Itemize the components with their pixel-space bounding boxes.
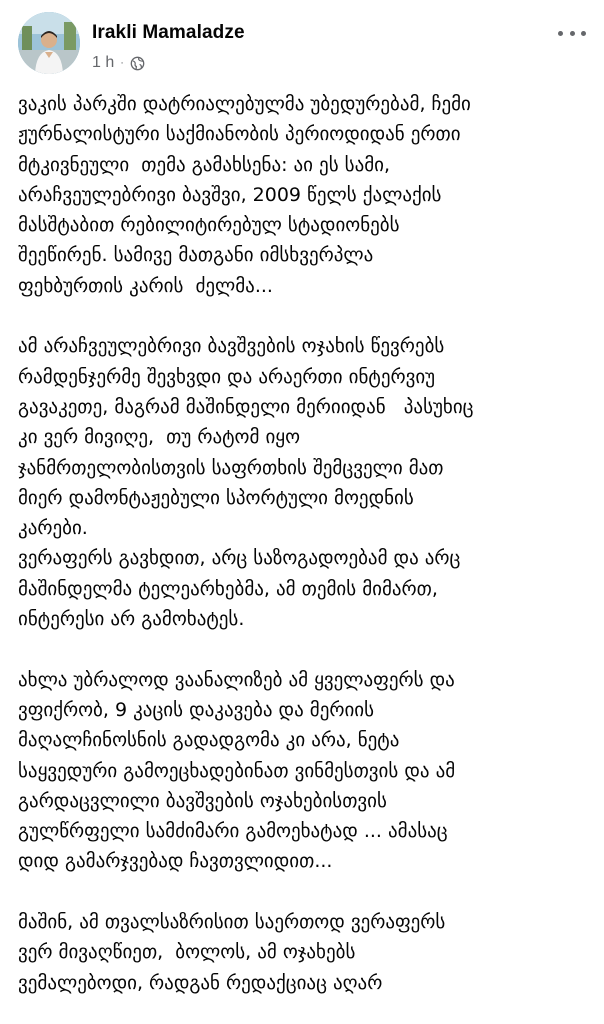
paragraph-gap bbox=[18, 634, 592, 664]
globe-icon[interactable] bbox=[130, 56, 145, 71]
paragraph-gap bbox=[18, 877, 592, 907]
text-line: მასშტაბით რებილიტირებულ სტადიონებს bbox=[18, 214, 400, 237]
more-dot bbox=[558, 31, 563, 36]
text-line: არაჩვეულებრივი ბავშვი, 2009 წელს ქალაქის bbox=[18, 183, 442, 206]
text-line: საყვედური გამოეცხადებინათ ვინმესთვის და ამ bbox=[18, 759, 456, 782]
text-line: ჯანმრთელობისთვის საფრთხის შემცველი მათ bbox=[18, 456, 444, 479]
more-dot bbox=[581, 31, 586, 36]
author-avatar[interactable] bbox=[18, 12, 80, 74]
text-line: ვერ მივაღწიეთ, ბოლოს, ამ ოჯახებს bbox=[18, 941, 356, 964]
paragraph-gap bbox=[18, 301, 592, 331]
text-line: გარდაცვლილი ბავშვების ოჯახებისთვის bbox=[18, 789, 387, 812]
post-body bbox=[18, 89, 592, 998]
paragraph-1 bbox=[18, 89, 592, 301]
text-line: მტკივნეული თემა გამახსენა: აი ეს სამი, bbox=[18, 153, 391, 176]
text-line: ვაკის პარკში დატრიალებულმა უბედურებამ, ჩემი bbox=[18, 93, 471, 115]
post-header bbox=[18, 12, 586, 76]
more-options-icon[interactable] bbox=[558, 26, 586, 40]
paragraph-2 bbox=[18, 331, 592, 634]
text-line: ვემალებოდი, რადგან რედაქციაც აღარ bbox=[18, 971, 383, 994]
more-dot bbox=[570, 31, 575, 36]
text-line: მაშინ, ამ თვალსაზრისით საერთოდ ვერაფერს bbox=[18, 911, 446, 934]
text-line: შეეწირენ. სამივე მათგანი იმსხვერპლა bbox=[18, 244, 374, 267]
text-line: მიერ დამონტაჟებული სპორტული მოედნის bbox=[18, 486, 414, 509]
author-name[interactable]: Irakli Mamaladze bbox=[92, 22, 245, 43]
post-timestamp[interactable]: 1 h bbox=[92, 54, 115, 71]
paragraph-3 bbox=[18, 665, 592, 877]
text-line: ვერაფერს გავხდით, არც საზოგადოებამ და არც bbox=[18, 547, 461, 570]
text-line: ჟურნალისტური საქმიანობის პერიოდიდან ერთი bbox=[18, 123, 461, 146]
text-line: გავაკეთე, მაგრამ მაშინდელი მერიიდან პასუხიც bbox=[18, 395, 474, 418]
meta-separator: · bbox=[120, 57, 124, 69]
text-line: რამდენჯერმე შევხვდი და არაერთი ინტერვიუ bbox=[18, 365, 436, 388]
text-line: კი ვერ მივიღე, თუ რატომ იყო bbox=[18, 426, 301, 449]
paragraph-4 bbox=[18, 907, 592, 998]
text-line: მაღალჩინოსნის გადადგომა კი არა, ნეტა bbox=[18, 729, 400, 752]
avatar-photo bbox=[18, 12, 80, 74]
text-line: ამ არაჩვეულებრივი ბავშვების ოჯახის წევრებს bbox=[18, 335, 445, 358]
text-line: გულწრფელი სამძიმარი გამოეხატად ... ამასაც bbox=[18, 820, 448, 843]
text-line: ახლა უბრალოდ ვაანალიზებ ამ ყველაფერს და bbox=[18, 668, 455, 691]
post-meta bbox=[92, 52, 145, 74]
text-line: კარები. bbox=[18, 517, 88, 540]
text-line: მაშინდელმა ტელეარხებმა, ამ თემის მიმართ, bbox=[18, 577, 438, 600]
text-line: დიდ გამარჯვებად ჩავთვლიდით... bbox=[18, 850, 333, 873]
text-line: ვფიქრობ, 9 კაცის დაკავება და მერიის bbox=[18, 698, 375, 721]
text-line: ინტერესი არ გამოხატეს. bbox=[18, 608, 245, 631]
text-line: ფეხბურთის კარის ძელმა... bbox=[18, 274, 273, 297]
